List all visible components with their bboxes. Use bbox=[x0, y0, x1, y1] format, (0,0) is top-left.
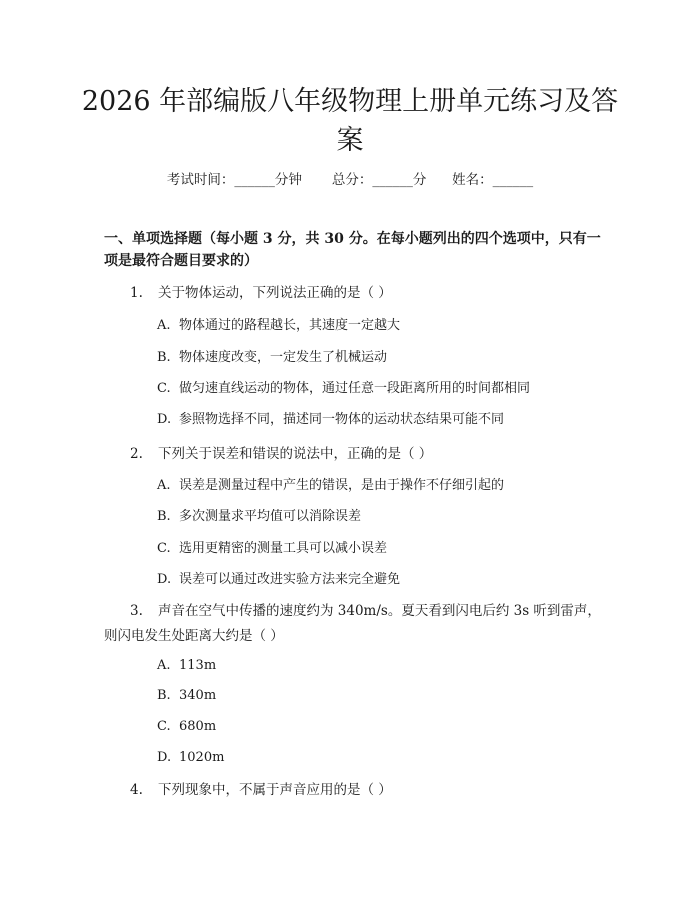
option-letter: D. bbox=[157, 572, 172, 587]
option-letter: A. bbox=[157, 478, 171, 493]
option-letter: A. bbox=[157, 318, 171, 333]
total-score-field: 总分：______分 bbox=[331, 172, 427, 188]
question-3-option-c bbox=[157, 717, 216, 737]
question-3-option-b bbox=[157, 686, 216, 706]
option-text: 113m bbox=[179, 658, 217, 673]
question-1-option-b bbox=[157, 348, 387, 368]
question-1-option-d bbox=[157, 410, 504, 430]
option-text: 物体速度改变，一定发生了机械运动 bbox=[179, 350, 388, 365]
question-2 bbox=[130, 443, 610, 465]
option-letter: C. bbox=[157, 381, 171, 396]
option-letter: A. bbox=[157, 658, 171, 673]
question-1-option-c bbox=[157, 379, 530, 399]
question-3-option-d bbox=[157, 748, 224, 768]
option-text: 误差是测量过程中产生的错误，是由于操作不仔细引起的 bbox=[179, 478, 505, 493]
section-heading-single-choice: 一、单项选择题（每小题 3 分，共 30 分。在每小题列出的四个选项中，只有一项是最符合题目要求的） bbox=[104, 231, 601, 269]
option-letter: D. bbox=[157, 750, 172, 765]
question-1 bbox=[130, 282, 610, 304]
student-name-field: 姓名：______ bbox=[452, 172, 534, 188]
option-letter: C. bbox=[157, 541, 171, 556]
option-letter: B. bbox=[157, 688, 171, 703]
question-2-option-b bbox=[157, 507, 361, 527]
option-text: 做匀速直线运动的物体，通过任意一段距离所用的时间都相同 bbox=[179, 381, 531, 396]
question-4 bbox=[130, 779, 610, 801]
option-letter: C. bbox=[157, 719, 171, 734]
option-text: 多次测量求平均值可以消除误差 bbox=[179, 509, 362, 524]
exam-meta-line bbox=[0, 168, 700, 188]
question-text: 下列现象中，不属于声音应用的是（ ） bbox=[158, 782, 392, 798]
question-number: 2. bbox=[130, 446, 143, 462]
option-text: 物体通过的路程越长，其速度一定越大 bbox=[179, 318, 401, 333]
question-3-option-a bbox=[157, 656, 216, 676]
question-1-option-a bbox=[157, 316, 400, 336]
option-letter: B. bbox=[157, 350, 171, 365]
exam-time-field: 考试时间：______分钟 bbox=[166, 172, 302, 188]
question-2-option-d bbox=[157, 570, 400, 590]
option-text: 参照物选择不同，描述同一物体的运动状态结果可能不同 bbox=[179, 412, 505, 427]
document-title: 2026 年部编版八年级物理上册单元练习及答案 bbox=[81, 86, 619, 156]
question-number: 3. bbox=[130, 603, 143, 619]
question-2-option-c bbox=[157, 539, 387, 559]
option-text: 1020m bbox=[179, 750, 225, 765]
option-letter: D. bbox=[157, 412, 172, 427]
question-text: 关于物体运动，下列说法正确的是（ ） bbox=[158, 285, 392, 301]
option-text: 误差可以通过改进实验方法来完全避免 bbox=[179, 572, 401, 587]
option-text: 680m bbox=[179, 719, 217, 734]
option-text: 选用更精密的测量工具可以减小误差 bbox=[179, 541, 388, 556]
question-number: 1. bbox=[130, 285, 143, 301]
question-text: 下列关于误差和错误的说法中，正确的是（ ） bbox=[158, 446, 433, 462]
question-3 bbox=[104, 599, 604, 649]
question-number: 4. bbox=[130, 782, 143, 798]
option-letter: B. bbox=[157, 509, 171, 524]
option-text: 340m bbox=[179, 688, 217, 703]
question-2-option-a bbox=[157, 476, 504, 496]
question-text: 声音在空气中传播的速度约为 340m/s。夏天看到闪电后约 3s 听到雷声，则闪电发生处距离大约是（ ） bbox=[104, 603, 601, 644]
